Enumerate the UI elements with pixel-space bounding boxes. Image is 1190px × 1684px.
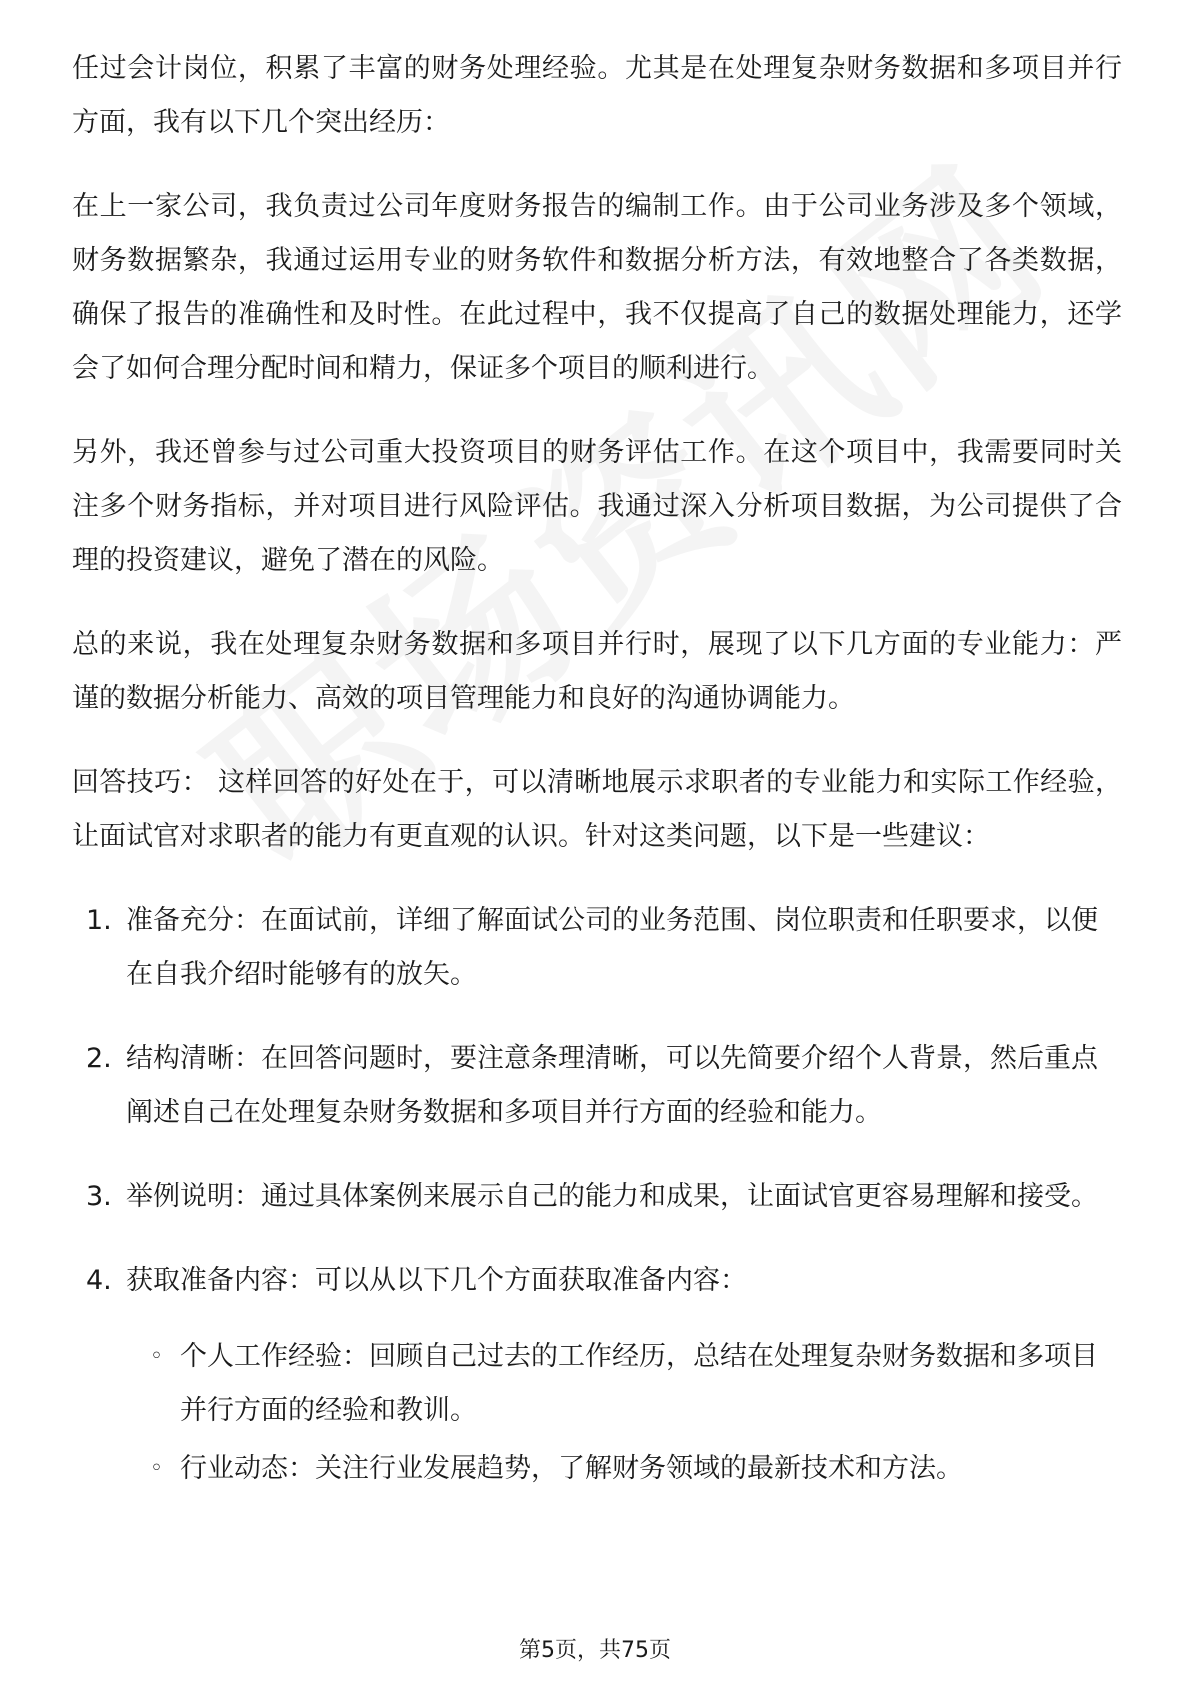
list-item [72,894,1122,1002]
list-item-text: 结构清晰：在回答问题时，要注意条理清晰，可以先简要介绍个人背景，然后重点阐述自己在处理复杂财务数据和多项目并行方面的经验和能力。 [126,1043,1098,1128]
sub-list-item [126,1442,1122,1496]
page-footer: 第5页，共75页 [519,1638,671,1663]
sub-list-item-text: 行业动态：关注行业发展趋势，了解财务领域的最新技术和方法。 [180,1453,963,1484]
list-number: 2. [86,1043,112,1074]
bullet-icon: ◦ [150,1456,163,1481]
list-number: 4. [86,1265,112,1296]
paragraph-summary: 总的来说，我在处理复杂财务数据和多项目并行时，展现了以下几方面的专业能力：严谨的数据分析能力、高效的项目管理能力和良好的沟通协调能力。 [72,629,1122,714]
list-item-text: 准备充分：在面试前，详细了解面试公司的业务范围、岗位职责和任职要求，以便在自我介绍时能够有的放矢。 [126,905,1098,990]
paragraph-intro: 任过会计岗位，积累了丰富的财务处理经验。尤其是在处理复杂财务数据和多项目并行方面，我有以下几个突出经历： [72,53,1122,138]
tips-list [72,894,1122,1496]
list-item-text: 获取准备内容：可以从以下几个方面获取准备内容： [126,1265,747,1296]
list-item [72,1254,1122,1496]
paragraph-investment-evaluation: 另外，我还曾参与过公司重大投资项目的财务评估工作。在这个项目中，我需要同时关注多个财务指标，并对项目进行风险评估。我通过深入分析项目数据，为公司提供了合理的投资建议，避免了潜在的风险。 [72,437,1122,576]
list-number: 3. [86,1181,112,1212]
bullet-icon: ◦ [150,1344,163,1369]
document-body [72,42,1122,1526]
sub-list-item [126,1330,1122,1438]
paragraph-answer-tips: 回答技巧： 这样回答的好处在于，可以清晰地展示求职者的专业能力和实际工作经验，让面试官对求职者的能力有更直观的认识。针对这类问题，以下是一些建议： [72,767,1122,852]
paragraph-annual-report: 在上一家公司，我负责过公司年度财务报告的编制工作。由于公司业务涉及多个领域，财务数据繁杂，我通过运用专业的财务软件和数据分析方法，有效地整合了各类数据，确保了报告的准确性和及时性。在此过程中，我不仅提高了自己的数据处理能力，还学会了如何合理分配时间和精力，保证多个项目的顺利进行。 [72,191,1122,384]
list-number: 1. [86,905,112,936]
sub-list-item-text: 个人工作经验：回顾自己过去的工作经历，总结在处理复杂财务数据和多项目并行方面的经验和教训。 [180,1341,1098,1426]
list-item-text: 举例说明：通过具体案例来展示自己的能力和成果，让面试官更容易理解和接受。 [126,1181,1098,1212]
list-item [72,1170,1122,1224]
list-item [72,1032,1122,1140]
sub-list [126,1330,1122,1496]
